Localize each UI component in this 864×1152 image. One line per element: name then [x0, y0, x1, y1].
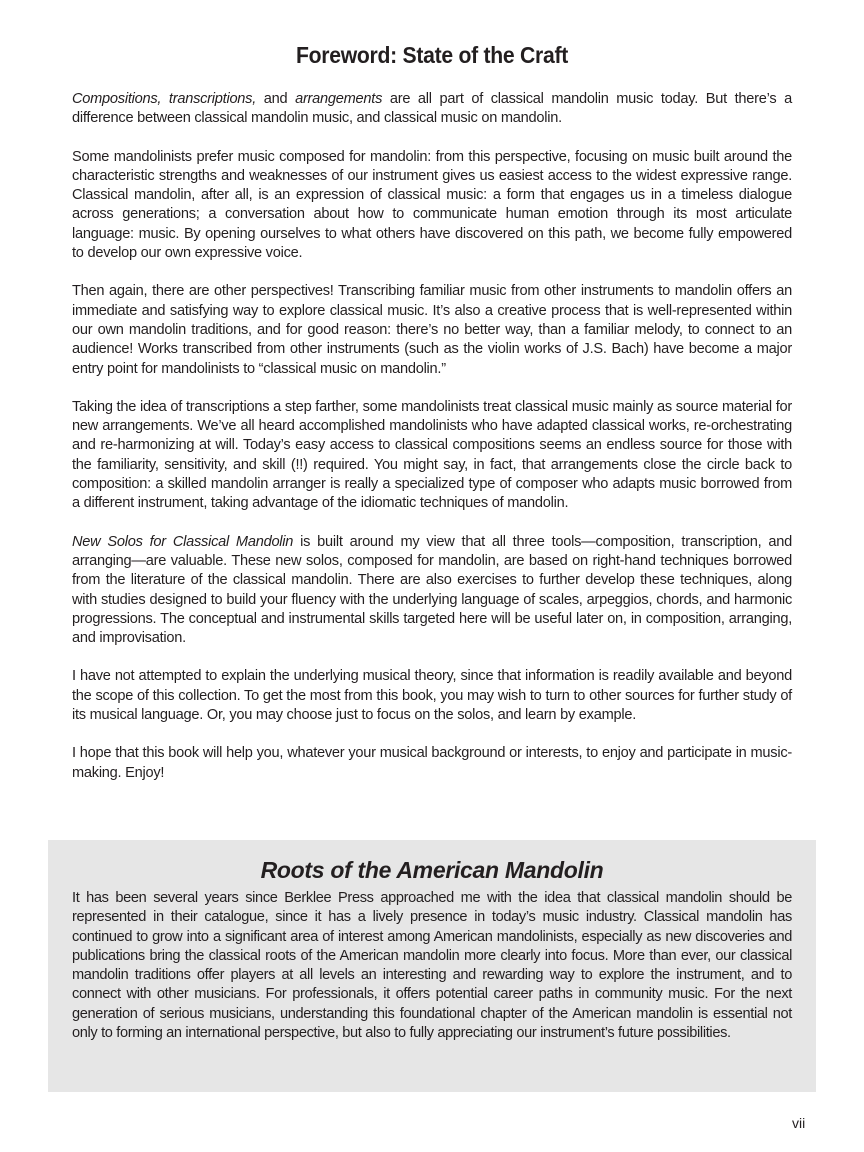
paragraph-6: I have not attempted to explain the underlying musical theory, since that information is readily available and beyond the scope of this collection. To get the most from this book, you may wish to turn to other sources for further study of its musical language. Or, you may choose just to focus on the solos, and learn by example. — [72, 668, 792, 724]
paragraph-2: Some mandolinists prefer music composed for mandolin: from this perspective, focusing on music built around the characteristic strengths and weaknesses of our instrument gives us easiest access to the widest expressive range. Classical mandolin, after all, is an expression of classical music: a form that engages us in a timeless dialogue across generations; a conversation about how to communicate human emotion through its most articulate language: music. By opening ourselves to what others have discovered on this path, we become fully empowered to develop our own expressive voice. — [72, 148, 792, 262]
paragraph-7: I hope that this book will help you, whatever your musical background or interests, to enjoy and participate in music-making. Enjoy! — [72, 745, 792, 781]
emphasis: arrangements — [295, 91, 383, 107]
foreword-body — [72, 90, 792, 802]
paragraph-3: Then again, there are other perspectives! Transcribing familiar music from other instruments to mandolin offers an immediate and satisfying way to explore classical music. It’s also a creative process that is well-represented within our own mandolin traditions, and for good reason: there’s no better way, than a familiar melody, to connect to an audience! Works transcribed from other instruments (such as the violin works of J.S. Bach) have become a major entry point for mandolinists to “classical music on mandolin.” — [72, 283, 792, 377]
paragraph-4: Taking the idea of transcriptions a step farther, some mandolinists treat classical music mainly as source material for new arrangements. We’ve all heard accomplished mandolinists who have adapted classical works, re-orchestrating and re-harmonizing at will. Today’s easy access to classical compositions seems an endless source for those with the familiarity, sensitivity, and skill (!!) required. You might say, in fact, that arrangements close the circle back to composition: a skilled mandolin arranger is really a specialized type of composer who adapts music borrowed from a different instrument, taking advantage of the idiomatic techniques of mandolin. — [72, 398, 792, 512]
foreword-title: Foreword: State of the Craft — [295, 42, 569, 68]
text-run: are all part of classical mandolin music today. But there’s a difference between classical mandolin music, and classical music on mandolin. — [72, 91, 792, 127]
text-run: is built around my view that all three tools—composition, transcription, and arranging—are valuable. These new solos, composed for mandolin, are based on right-hand techniques borrowed from the literature of the classical mandolin. There are also exercises to further develop these techniques, along with studies designed to build your fluency with the underlying language of scales, arpeggios, chords, and harmonic progressions. The conceptual and instrumental skills targeted here will be useful later on, in composition, arranging, and improvisation. — [72, 533, 793, 647]
page-number: vii — [792, 1115, 806, 1131]
paragraph-5 — [72, 533, 792, 649]
sidebar-box — [48, 840, 816, 1092]
sidebar-text: It has been several years since Berklee Press approached me with the idea that classical mandolin should be represented in their catalogue, since it has a lively presence in today’s music industry. Classical mandolin has continued to grow into a significant area of interest among American mandolinists, especially as new discoveries and publications bring the classical roots of the American mandolin more clearly into focus. More than ever, our classical mandolin traditions offer players at all levels an interesting and rewarding way to explore the instrument, and to connect with other musicians. For professionals, it offers potential career paths in community music. For the next generation of serious musicians, understanding this foundational chapter of the American mandolin is essential not only to forming an international perspective, but also to fully appreciating our instrument’s future possibilities. — [72, 890, 792, 1042]
emphasis: Compositions, transcriptions, — [72, 91, 257, 107]
book-title: New Solos for Classical Mandolin — [72, 533, 294, 550]
text-run: and — [256, 91, 296, 107]
sidebar-title: Roots of the American Mandolin — [260, 857, 604, 883]
paragraph-1 — [72, 90, 792, 129]
